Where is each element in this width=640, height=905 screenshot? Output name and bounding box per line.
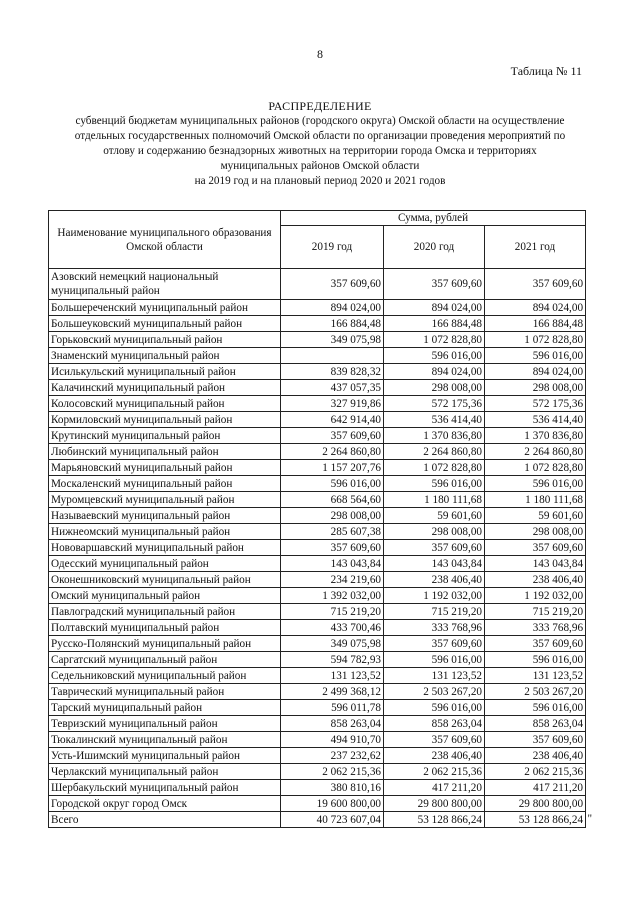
document-title: РАСПРЕДЕЛЕНИЕ	[268, 99, 372, 113]
sum-2020-cell: 596 016,00	[384, 348, 485, 364]
sum-2020-cell: 131 123,52	[384, 668, 485, 684]
sum-2021-cell: 238 406,40	[485, 572, 586, 588]
sum-2020-cell: 858 263,04	[384, 716, 485, 732]
sum-2020-cell: 536 414,40	[384, 412, 485, 428]
municipality-name-cell: Большеуковский муниципальный район	[49, 316, 281, 332]
table-row	[49, 348, 586, 364]
sum-2019-cell: 668 564,60	[281, 492, 384, 508]
table-row	[49, 764, 586, 780]
sum-2020-cell: 1 072 828,80	[384, 460, 485, 476]
sum-2019-cell: 894 024,00	[281, 300, 384, 316]
table-row	[49, 780, 586, 796]
sum-2019-cell: 596 011,78	[281, 700, 384, 716]
municipality-name-cell: Калачинский муниципальный район	[49, 380, 281, 396]
sum-2019-cell: 357 609,60	[281, 269, 384, 300]
municipality-name-cell: Нововаршавский муниципальный район	[49, 540, 281, 556]
sum-2019-cell: 19 600 800,00	[281, 796, 384, 812]
municipality-name-cell: Всего	[49, 812, 281, 828]
table-row	[49, 620, 586, 636]
table-row	[49, 700, 586, 716]
sum-2019-cell: 349 075,98	[281, 636, 384, 652]
subtitle-line: на 2019 год и на плановый период 2020 и 2021 годов	[194, 175, 446, 187]
municipality-name-cell: Оконешниковский муниципальный район	[49, 572, 281, 588]
sum-2021-cell: 131 123,52	[485, 668, 586, 684]
table-row	[49, 716, 586, 732]
table-row	[49, 668, 586, 684]
sum-2021-cell: 1 192 032,00	[485, 588, 586, 604]
sum-2019-cell: 1 392 032,00	[281, 588, 384, 604]
sum-2019-cell: 380 810,16	[281, 780, 384, 796]
table-row	[49, 396, 586, 412]
sum-2021-cell: 596 016,00	[485, 476, 586, 492]
sum-2020-cell: 29 800 800,00	[384, 796, 485, 812]
sum-2019-cell: 327 919,86	[281, 396, 384, 412]
sum-2019-cell: 298 008,00	[281, 508, 384, 524]
table-row	[49, 684, 586, 700]
sum-2021-cell: 357 609,60	[485, 540, 586, 556]
sum-2020-cell: 417 211,20	[384, 780, 485, 796]
page-number: 8	[317, 47, 323, 61]
sum-2020-cell: 357 609,60	[384, 540, 485, 556]
header-sum-group: Сумма, рублей	[281, 211, 586, 226]
municipality-name-cell: Усть-Ишимский муниципальный район	[49, 748, 281, 764]
sum-2020-cell: 2 062 215,36	[384, 764, 485, 780]
header-year-2020: 2020 год	[384, 226, 485, 269]
municipality-name-cell: Русско-Полянский муниципальный район	[49, 636, 281, 652]
closing-quote-mark: "	[587, 813, 593, 825]
municipality-name-cell: Таврический муниципальный район	[49, 684, 281, 700]
municipality-name-cell: Азовский немецкий национальный муниципальный район	[49, 269, 281, 300]
sum-2020-cell: 2 503 267,20	[384, 684, 485, 700]
municipality-name-cell: Колосовский муниципальный район	[49, 396, 281, 412]
sum-2021-cell: 536 414,40	[485, 412, 586, 428]
municipality-name-cell: Седельниковский муниципальный район	[49, 668, 281, 684]
sum-2019-cell: 285 607,38	[281, 524, 384, 540]
table-row	[49, 300, 586, 316]
municipality-name-cell: Исилькульский муниципальный район	[49, 364, 281, 380]
sum-2021-cell: 29 800 800,00	[485, 796, 586, 812]
table-row	[49, 636, 586, 652]
sum-2019-cell: 715 219,20	[281, 604, 384, 620]
sum-2021-cell: 1 072 828,80	[485, 460, 586, 476]
sum-2021-cell: 59 601,60	[485, 508, 586, 524]
sum-2020-cell: 166 884,48	[384, 316, 485, 332]
sum-2021-cell: 1 370 836,80	[485, 428, 586, 444]
sum-2021-cell: 596 016,00	[485, 348, 586, 364]
sum-2021-cell: 357 609,60	[485, 636, 586, 652]
sum-2020-cell: 1 370 836,80	[384, 428, 485, 444]
sum-2021-cell: 298 008,00	[485, 524, 586, 540]
sum-2021-cell: 596 016,00	[485, 700, 586, 716]
municipality-name-cell: Любинский муниципальный район	[49, 444, 281, 460]
subtitle-line: муниципальных районов Омской области	[220, 160, 420, 172]
municipality-name-cell: Саргатский муниципальный район	[49, 652, 281, 668]
sum-2020-cell: 59 601,60	[384, 508, 485, 524]
sum-2020-cell: 238 406,40	[384, 572, 485, 588]
sum-2021-cell: 298 008,00	[485, 380, 586, 396]
sum-2021-cell: 166 884,48	[485, 316, 586, 332]
sum-2020-cell: 333 768,96	[384, 620, 485, 636]
subtitle-line: отлову и содержанию безнадзорных животных на территории города Омска и территориях	[103, 145, 537, 157]
header-municipality: Наименование муниципального образования Омской области	[49, 211, 281, 269]
sum-2019-cell: 2 499 368,12	[281, 684, 384, 700]
table-row	[49, 269, 586, 300]
sum-2020-cell: 715 219,20	[384, 604, 485, 620]
sum-2020-cell: 596 016,00	[384, 652, 485, 668]
table-number-label: Таблица № 11	[510, 64, 582, 78]
table-row	[49, 796, 586, 812]
sum-2020-cell: 894 024,00	[384, 300, 485, 316]
sum-2019-cell: 642 914,40	[281, 412, 384, 428]
municipality-name-cell: Шербакульский муниципальный район	[49, 780, 281, 796]
table-row	[49, 652, 586, 668]
table-row	[49, 508, 586, 524]
sum-2021-cell: 894 024,00	[485, 300, 586, 316]
sum-2020-cell: 357 609,60	[384, 269, 485, 300]
municipality-name-cell: Крутинский муниципальный район	[49, 428, 281, 444]
sum-2019-cell: 40 723 607,04	[281, 812, 384, 828]
sum-2021-cell: 357 609,60	[485, 732, 586, 748]
sum-2021-cell: 417 211,20	[485, 780, 586, 796]
sum-2020-cell: 2 264 860,80	[384, 444, 485, 460]
municipality-name-cell: Называевский муниципальный район	[49, 508, 281, 524]
sum-2019-cell: 858 263,04	[281, 716, 384, 732]
sum-2020-cell: 1 180 111,68	[384, 492, 485, 508]
table-row	[49, 476, 586, 492]
sum-2021-cell: 596 016,00	[485, 652, 586, 668]
table-row	[49, 748, 586, 764]
sum-2021-cell: 715 219,20	[485, 604, 586, 620]
municipality-name-cell: Городской округ город Омск	[49, 796, 281, 812]
sum-2020-cell: 53 128 866,24	[384, 812, 485, 828]
sum-2019-cell: 349 075,98	[281, 332, 384, 348]
sum-2019-cell: 2 062 215,36	[281, 764, 384, 780]
sum-2019-cell: 839 828,32	[281, 364, 384, 380]
sum-2019-cell: 166 884,48	[281, 316, 384, 332]
document-subtitle	[40, 114, 600, 189]
municipality-name-cell: Тевризский муниципальный район	[49, 716, 281, 732]
municipality-name-cell: Муромцевский муниципальный район	[49, 492, 281, 508]
sum-2019-cell: 437 057,35	[281, 380, 384, 396]
sum-2021-cell: 572 175,36	[485, 396, 586, 412]
sum-2021-cell: 53 128 866,24 "	[485, 812, 586, 828]
sum-2021-cell: 894 024,00	[485, 364, 586, 380]
sum-2020-cell: 298 008,00	[384, 380, 485, 396]
table-row	[49, 412, 586, 428]
table-row	[49, 444, 586, 460]
sum-2019-cell: 596 016,00	[281, 476, 384, 492]
table-row	[49, 364, 586, 380]
sum-2021-cell: 2 264 860,80	[485, 444, 586, 460]
subsidy-distribution-table	[48, 210, 593, 828]
sum-2021-cell: 2 503 267,20	[485, 684, 586, 700]
sum-2019-cell: 234 219,60	[281, 572, 384, 588]
sum-2021-cell: 2 062 215,36	[485, 764, 586, 780]
municipality-name-cell: Полтавский муниципальный район	[49, 620, 281, 636]
sum-2021-cell: 1 072 828,80	[485, 332, 586, 348]
municipality-name-cell: Тарский муниципальный район	[49, 700, 281, 716]
header-year-2021: 2021 год	[485, 226, 586, 269]
sum-2020-cell: 357 609,60	[384, 732, 485, 748]
table-row	[49, 556, 586, 572]
table-row	[49, 812, 586, 828]
municipality-name-cell: Омский муниципальный район	[49, 588, 281, 604]
sum-2019-cell: 594 782,93	[281, 652, 384, 668]
table-row	[49, 732, 586, 748]
municipality-name-cell: Черлакский муниципальный район	[49, 764, 281, 780]
sum-2020-cell: 1 192 032,00	[384, 588, 485, 604]
municipality-name-cell: Одесский муниципальный район	[49, 556, 281, 572]
sum-2019-cell: 494 910,70	[281, 732, 384, 748]
sum-2021-cell: 1 180 111,68	[485, 492, 586, 508]
table-row	[49, 588, 586, 604]
municipality-name-cell: Горьковский муниципальный район	[49, 332, 281, 348]
sum-2020-cell: 298 008,00	[384, 524, 485, 540]
table-row	[49, 572, 586, 588]
table-row	[49, 540, 586, 556]
municipality-name-cell: Павлоградский муниципальный район	[49, 604, 281, 620]
subtitle-line: субвенций бюджетам муниципальных районов (городского округа) Омской области на осуществление	[75, 115, 565, 127]
municipality-name-cell: Тюкалинский муниципальный район	[49, 732, 281, 748]
sum-2020-cell: 357 609,60	[384, 636, 485, 652]
sum-2019-cell: 357 609,60	[281, 540, 384, 556]
sum-2019-cell: 2 264 860,80	[281, 444, 384, 460]
sum-2020-cell: 572 175,36	[384, 396, 485, 412]
sum-2019-cell: 357 609,60	[281, 428, 384, 444]
sum-2019-cell: 237 232,62	[281, 748, 384, 764]
municipality-name-cell: Кормиловский муниципальный район	[49, 412, 281, 428]
table-row	[49, 492, 586, 508]
table-row	[49, 316, 586, 332]
table-row	[49, 460, 586, 476]
sum-2020-cell: 143 043,84	[384, 556, 485, 572]
sum-2021-cell: 238 406,40	[485, 748, 586, 764]
municipality-name-cell: Большереченский муниципальный район	[49, 300, 281, 316]
sum-2020-cell: 894 024,00	[384, 364, 485, 380]
subtitle-line: отдельных государственных полномочий Омской области по организации проведения мероприятий по	[74, 130, 566, 142]
table-row	[49, 604, 586, 620]
table-row	[49, 428, 586, 444]
table-body	[49, 269, 593, 828]
municipality-name-cell: Нижнеомский муниципальный район	[49, 524, 281, 540]
table-row	[49, 380, 586, 396]
municipality-name-cell: Марьяновский муниципальный район	[49, 460, 281, 476]
sum-2020-cell: 596 016,00	[384, 476, 485, 492]
table-row	[49, 332, 586, 348]
sum-2019-cell: 433 700,46	[281, 620, 384, 636]
sum-2019-cell	[281, 348, 384, 364]
sum-2021-cell: 858 263,04	[485, 716, 586, 732]
table-row	[49, 524, 586, 540]
municipality-name-cell: Москаленский муниципальный район	[49, 476, 281, 492]
sum-2020-cell: 1 072 828,80	[384, 332, 485, 348]
sum-2020-cell: 238 406,40	[384, 748, 485, 764]
sum-2019-cell: 143 043,84	[281, 556, 384, 572]
sum-2019-cell: 1 157 207,76	[281, 460, 384, 476]
header-year-2019: 2019 год	[281, 226, 384, 269]
municipality-name-cell: Знаменский муниципальный район	[49, 348, 281, 364]
sum-2020-cell: 596 016,00	[384, 700, 485, 716]
sum-2019-cell: 131 123,52	[281, 668, 384, 684]
sum-2021-cell: 143 043,84	[485, 556, 586, 572]
sum-2021-cell: 357 609,60	[485, 269, 586, 300]
sum-2021-cell: 333 768,96	[485, 620, 586, 636]
